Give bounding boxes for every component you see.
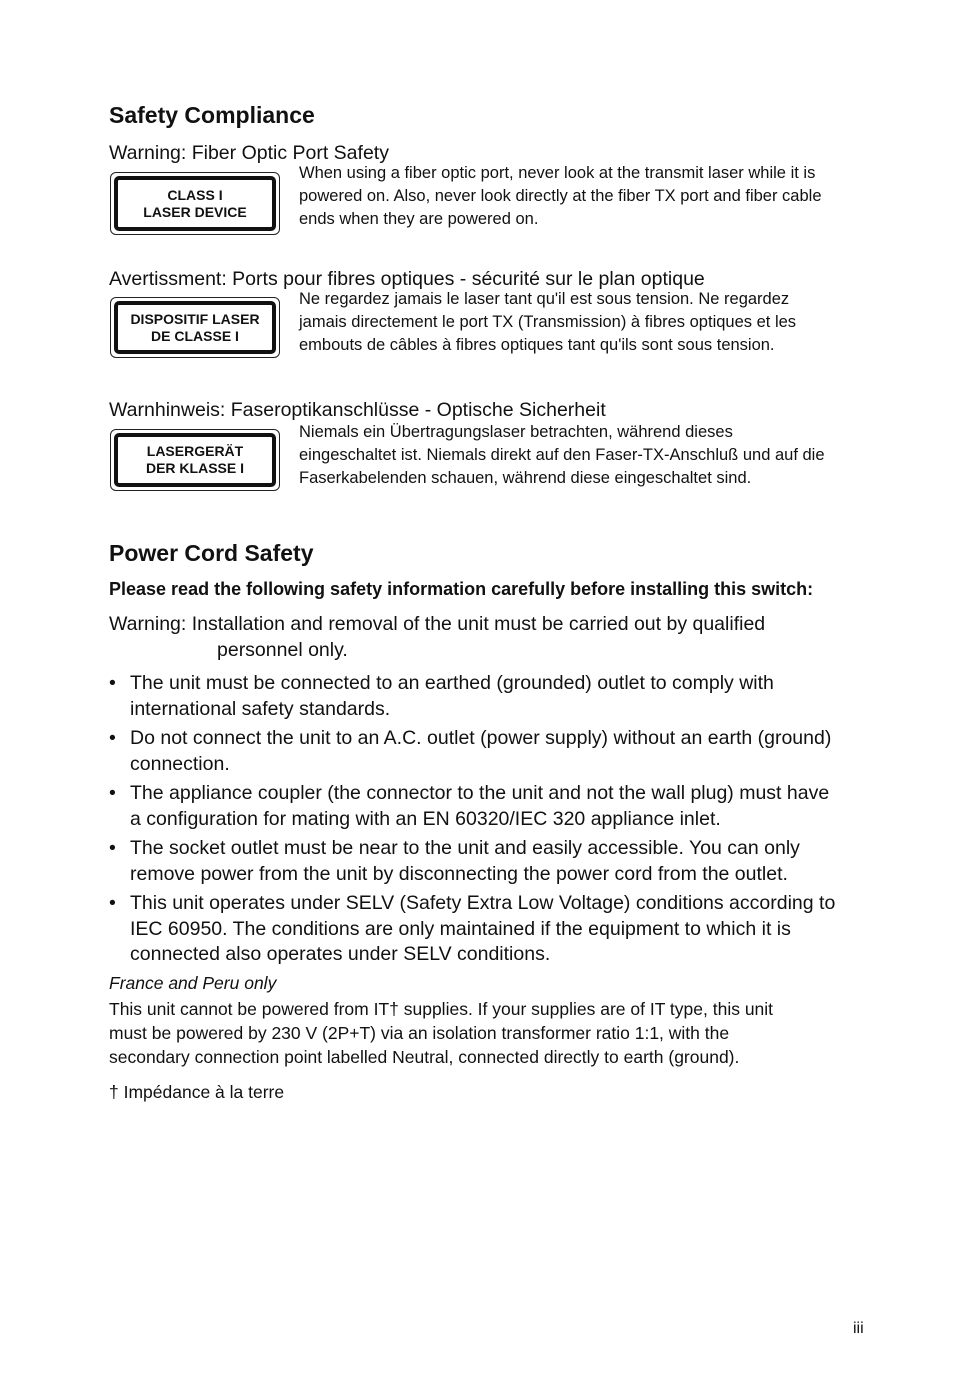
note-body	[109, 997, 879, 1069]
text-line: eingeschaltet ist. Niemals direkt auf den Faser-TX-Anschluß und auf die	[299, 446, 825, 464]
list-item	[109, 671, 879, 722]
text-line: Warning: Installation and removal of the unit must be carried out by qualified	[109, 613, 766, 635]
warning-title-german: Warnhinweis: Faseroptikanschlüsse - Optische Sicherheit	[109, 399, 606, 421]
bullet-icon: •	[109, 727, 116, 749]
page-number: iii	[853, 1320, 864, 1337]
text-line: must be powered by 230 V (2P+T) via an isolation transformer ratio 1:1, with the	[109, 1023, 730, 1043]
list-item	[109, 726, 879, 777]
section-heading-safety-compliance: Safety Compliance	[109, 102, 315, 128]
text-line: The appliance coupler (the connector to the unit and not the wall plug) must have	[130, 782, 830, 804]
warning-text-french	[299, 288, 879, 357]
bullet-icon: •	[109, 782, 116, 804]
badge-line: LASERGERÄT	[146, 443, 244, 459]
badge-line: DER KLASSE I	[145, 460, 244, 476]
warning-text-german	[299, 421, 879, 490]
warning-title-french: Avertissment: Ports pour fibres optiques - sécurité sur le plan optique	[109, 268, 705, 290]
list-item	[109, 891, 879, 968]
badge-line: DISPOSITIF LASER	[130, 310, 260, 327]
laser-class-badge-english	[110, 172, 280, 235]
text-line: Do not connect the unit to an A.C. outlet (power supply) without an earth (ground)	[130, 727, 832, 749]
laser-class-badge-french	[110, 297, 280, 358]
text-line: The unit must be connected to an earthed (grounded) outlet to comply with	[130, 672, 774, 694]
text-line: remove power from the unit by disconnecting the power cord from the outlet.	[130, 862, 788, 885]
text-line: This unit operates under SELV (Safety Extra Low Voltage) conditions according to	[130, 892, 836, 914]
list-item	[109, 781, 879, 832]
laser-class-badge-german	[110, 429, 280, 491]
warning-title-english: Warning: Fiber Optic Port Safety	[109, 142, 389, 164]
footnote: † Impédance à la terre	[109, 1082, 285, 1102]
badge-line: CLASS I	[167, 186, 223, 203]
text-line: When using a fiber optic port, never look at the transmit laser while it is	[299, 164, 816, 182]
section-heading-power-cord-safety: Power Cord Safety	[109, 540, 314, 566]
text-line: embouts de câbles à fibres optiques tant qu'ils sont sous tension.	[299, 336, 775, 354]
text-line: international safety standards.	[130, 697, 391, 720]
text-line: This unit cannot be powered from IT† supplies. If your supplies are of IT type, this unit	[109, 999, 774, 1019]
text-line: connection.	[130, 752, 230, 775]
bullet-icon: •	[109, 837, 116, 859]
text-line: jamais directement le port TX (Transmission) à fibres optiques et les	[299, 313, 797, 331]
text-line: powered on. Also, never look directly at the fiber TX port and fiber cable	[299, 187, 822, 205]
note-title: France and Peru only	[109, 973, 277, 993]
bullet-icon: •	[109, 892, 116, 914]
installation-warning	[109, 612, 765, 663]
text-line: Niemals ein Übertragungslaser betrachten, während dieses	[299, 423, 733, 441]
text-line: a configuration for mating with an EN 60320/IEC 320 appliance inlet.	[130, 807, 721, 830]
text-line: IEC 60950. The conditions are only maintained if the equipment to which it is	[130, 917, 791, 940]
text-line: ends when they are powered on.	[299, 210, 539, 228]
text-line: personnel only.	[217, 638, 348, 661]
warning-text-english	[299, 162, 879, 231]
text-line: Ne regardez jamais le laser tant qu'il est sous tension. Ne regardez	[299, 290, 790, 308]
text-line: Faserkabelenden schauen, während diese eingeschaltet sind.	[299, 469, 752, 487]
text-line: secondary connection point labelled Neutral, connected directly to earth (ground).	[109, 1047, 740, 1067]
badge-line: DE CLASSE I	[151, 327, 239, 344]
list-item	[109, 836, 879, 887]
badge-line: LASER DEVICE	[143, 203, 247, 220]
text-line: connected also operates under SELV conditions.	[130, 943, 551, 965]
bullet-icon: •	[109, 672, 116, 694]
text-line: The socket outlet must be near to the unit and easily accessible. You can only	[130, 837, 800, 859]
power-cord-intro: Please read the following safety information carefully before installing this switch:	[109, 579, 814, 599]
